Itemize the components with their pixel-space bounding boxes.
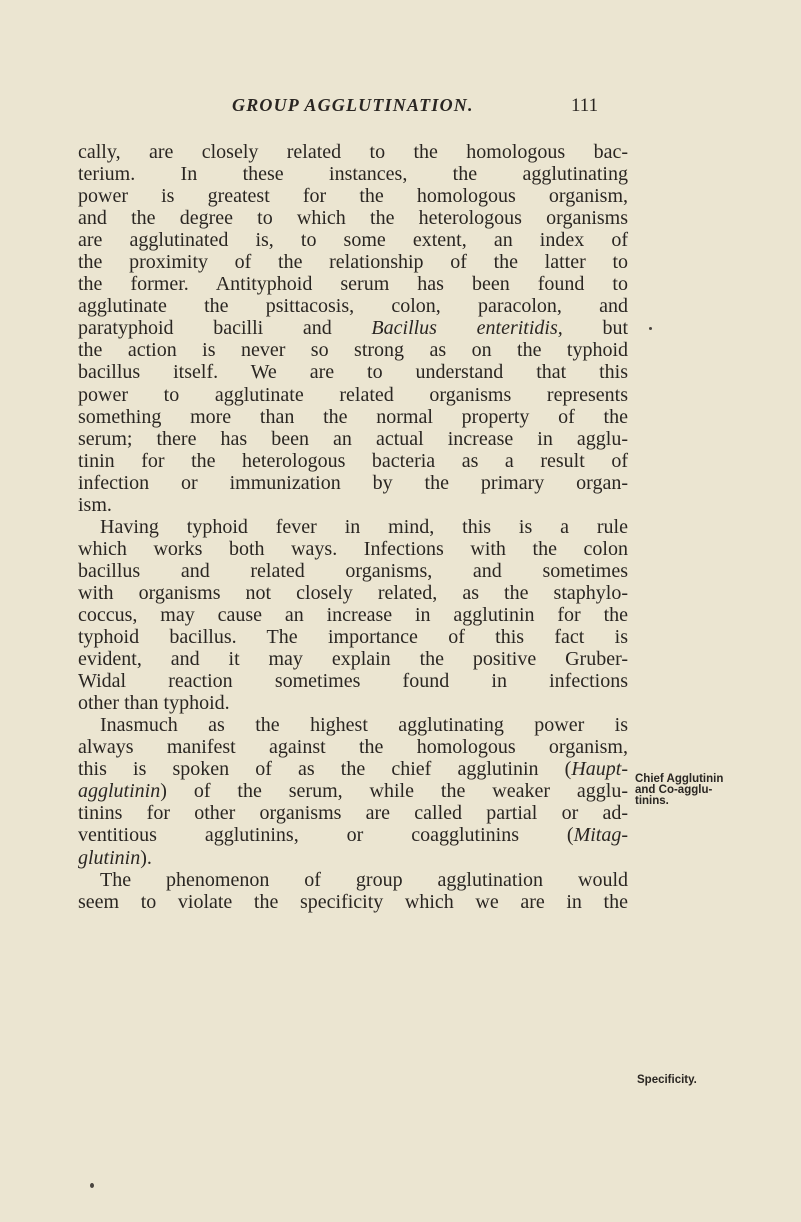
text-line: bacillus itself. We are to understand that this: [78, 361, 628, 384]
text-line: evident, and it may explain the positive Gruber-: [78, 648, 628, 671]
body-text: [78, 141, 628, 913]
text-line: ism.: [78, 493, 112, 516]
text-line: coccus, may cause an increase in agglutinin for the: [78, 603, 628, 626]
text-line: agglutinin) of the serum, while the weaker agglu-: [78, 780, 628, 803]
text-line: tinin for the heterologous bacteria as a result of: [78, 449, 628, 472]
running-head: [0, 95, 801, 125]
sidenote-line: and Co-agglu-: [635, 784, 713, 796]
page-number: 111: [571, 95, 599, 116]
text-line: typhoid bacillus. The importance of this fact is: [78, 626, 628, 649]
text-line: the action is never so strong as on the typhoid: [78, 339, 628, 362]
text-line: Having typhoid fever in mind, this is a rule: [100, 515, 628, 538]
text-line: power to agglutinate related organisms represents: [78, 383, 628, 406]
page-speck: [90, 1183, 94, 1188]
text-line: cally, are closely related to the homologous bac-: [78, 141, 628, 163]
text-line: bacillus and related organisms, and sometimes: [78, 559, 628, 582]
text-line: ventitious agglutinins, or coagglutinins (Mitag-: [78, 824, 628, 847]
text-line: other than typhoid.: [78, 692, 230, 715]
text-line: with organisms not closely related, as the staphylo-: [78, 581, 628, 604]
text-line: Widal reaction sometimes found in infections: [78, 670, 628, 693]
text-line: are agglutinated is, to some extent, an index of: [78, 229, 628, 252]
italic-term: agglutinin: [78, 780, 161, 803]
text-line: terium. In these instances, the agglutinating: [78, 163, 628, 186]
text-line: the proximity of the relationship of the latter to: [78, 251, 628, 274]
text-line: something more than the normal property of the: [78, 405, 628, 428]
italic-term: Bacillus enteritidis,: [371, 317, 563, 340]
running-title: GROUP AGGLUTINATION.: [232, 95, 474, 115]
sidenote-chief-agglutinin: [635, 774, 795, 807]
text-line: this is spoken of as the chief agglutinin (Haupt-: [78, 758, 628, 781]
italic-term: glutinin: [78, 846, 141, 869]
text-line: serum; there has been an actual increase in agglu-: [78, 427, 628, 450]
text-line: and the degree to which the heterologous organisms: [78, 207, 628, 230]
italic-term: Haupt-: [571, 758, 628, 781]
text-line: tinins for other organisms are called partial or ad-: [78, 802, 628, 825]
page-speck: [649, 327, 652, 330]
sidenote-line: tinins.: [635, 795, 669, 807]
text-line: glutinin).: [78, 846, 152, 869]
text-line: The phenomenon of group agglutination would: [100, 868, 628, 891]
text-line: which works both ways. Infections with the colon: [78, 537, 628, 560]
sidenote-specificity: Specificity.: [637, 1074, 697, 1086]
text-line: seem to violate the specificity which we are in the: [78, 890, 628, 913]
italic-term: Mitag-: [573, 824, 628, 847]
text-line: agglutinate the psittacosis, colon, paracolon, and: [78, 295, 628, 318]
text-line: always manifest against the homologous organism,: [78, 736, 628, 759]
text-line: paratyphoid bacilli and Bacillus enteritidis, but: [78, 317, 629, 340]
text-line: the former. Antityphoid serum has been found to: [78, 273, 628, 296]
text-line: power is greatest for the homologous organism,: [78, 185, 628, 208]
text-line: infection or immunization by the primary organ-: [78, 471, 628, 494]
text-line: Inasmuch as the highest agglutinating power is: [100, 714, 628, 737]
sidenote-line: Chief Agglutinin: [635, 773, 724, 785]
